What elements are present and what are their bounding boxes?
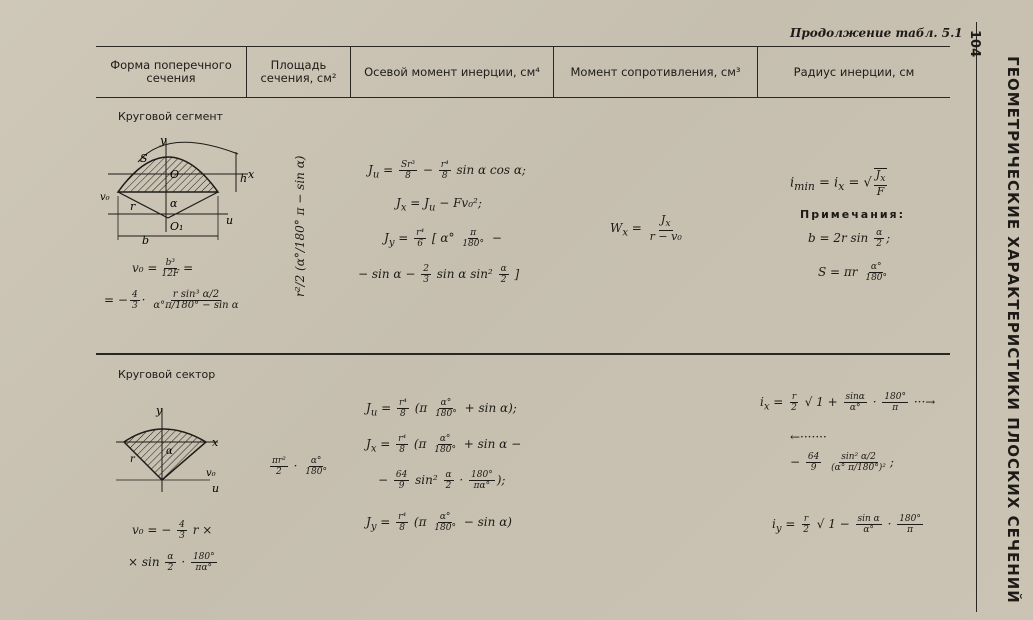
- segment-area: r²/2 (α°/180° π − sin α): [293, 155, 307, 297]
- side-rule: [976, 22, 977, 612]
- sector-area: $\frac{\text{πr²}}{2}$ · $\frac{\alpha^\circ}{180^\circ}$: [272, 456, 327, 477]
- header-shape: Форма поперечного сечения: [110, 58, 232, 85]
- segment-Jy2: − sin α − $\frac{2}{3}$ sin α sin² $\frac{\alpha}{2}$ ]: [358, 264, 520, 285]
- svg-text:u: u: [212, 482, 220, 495]
- segment-Jx: $J_x = J_u - Fv_0^2$;: [396, 196, 482, 214]
- sector-Jy: $J_y$ = $\frac{\text{r⁴}}{8}$ (π $\frac{\alpha^\circ}{180^\circ}$ − sin α): [366, 512, 512, 533]
- svg-text:O: O: [170, 168, 180, 181]
- svg-text:h: h: [240, 172, 248, 185]
- sector-Jx2: − $\frac{64}{9}$ sin² $\frac{\alpha}{2}$ · $\frac{180^\circ}{\pi\alpha^\circ}$ );: [378, 470, 506, 491]
- segment-v0-line1: v₀ = $\frac{\text{b³}}{12F}$ =: [132, 258, 194, 279]
- header-area: Площадь сечения, см²: [260, 58, 337, 85]
- segment-note-S: S = πr $\frac{\alpha^\circ}{180^\circ}$: [818, 262, 888, 283]
- header-radius: Радиус инерции, см: [793, 64, 915, 79]
- segment-title: Круговой сегмент: [118, 110, 223, 123]
- side-title: ГЕОМЕТРИЧЕСКИЕ ХАРАКТЕРИСТИКИ ПЛОСКИХ СЕЧЕНИЙ: [1004, 56, 1022, 604]
- sector-title: Круговой сектор: [118, 368, 216, 381]
- sector-ix1: $i_x$ = $\frac{r}{2}$ √ 1 + $\frac{\sin\alpha}{\alpha^\circ}$ · $\frac{180^\circ}{\pi}$ ···→: [760, 392, 936, 413]
- sector-diagram: [110, 404, 240, 496]
- side-title-strip: [999, 56, 1027, 604]
- svg-text:b: b: [142, 234, 150, 247]
- segment-imin: $i_{min} = i_x$ = √ $\frac{J_x}{F}$: [790, 168, 886, 199]
- row-separator: [96, 353, 950, 355]
- continuation-note: Продолжение табл. 5.1: [790, 26, 963, 40]
- svg-text:v₀: v₀: [100, 192, 110, 203]
- svg-text:r: r: [130, 200, 136, 213]
- svg-text:α: α: [166, 446, 173, 457]
- sector-ix2: − $\frac{64}{9}$ $\frac{\text{sin² α/2}}{\text{(α° π/180°)²}}$ ;: [790, 452, 894, 473]
- segment-Jy: $J_y$ = $\frac{\text{r⁴}}{6}$ [ α° $\frac{\pi}{180^\circ}$ −: [384, 228, 502, 249]
- segment-v0-line2: = − $\frac{4}{3}$ · $\frac{\text{r sin³ α/2}}{\text{α°π/180° − sin α}}$: [104, 289, 239, 311]
- sector-v0-line1: v₀ = − $\frac{4}{3}$ r ×: [132, 520, 213, 541]
- sector-Ju: $J_u$ = $\frac{\text{r⁴}}{8}$ (π $\frac{\alpha^\circ}{180^\circ}$ + sin α);: [366, 398, 517, 419]
- sector-iy: $i_y$ = $\frac{r}{2}$ √ 1 − $\frac{\text{sin α}}{\alpha^\circ}$ · $\frac{180^\circ}{\pi}$: [772, 514, 921, 535]
- svg-text:v₀: v₀: [206, 468, 216, 479]
- segment-note-title: Примечания:: [800, 208, 905, 221]
- svg-text:α: α: [170, 197, 178, 210]
- svg-text:u: u: [226, 214, 234, 227]
- sector-Jx: $J_x$ = $\frac{\text{r⁴}}{8}$ (π $\frac{\alpha^\circ}{180^\circ}$ + sin α −: [366, 434, 522, 455]
- segment-note-b: b = 2r sin $\frac{\alpha}{2}$ ;: [808, 228, 891, 249]
- svg-text:y: y: [160, 134, 167, 147]
- svg-text:x: x: [212, 436, 219, 449]
- svg-text:x: x: [248, 168, 255, 181]
- svg-text:r: r: [130, 454, 135, 465]
- segment-diagram: [98, 132, 258, 247]
- svg-text:O₁: O₁: [170, 220, 184, 233]
- segment-Wx: $W_x$ = $\frac{J_x}{\text{r − v₀}}$: [610, 213, 682, 244]
- sector-v0-line2: × sin $\frac{\alpha}{2}$ · $\frac{180^\circ}{\pi\alpha^\circ}$: [128, 552, 215, 573]
- header-modulus: Момент сопротивления, см³: [570, 64, 741, 79]
- segment-Ju: $J_u$ = $\frac{\text{Sr³}}{8}$ − $\frac{\text{r⁴}}{8}$ sin α cos α;: [368, 160, 526, 181]
- sector-continuation-arrow: ←·······: [790, 430, 827, 444]
- svg-text:y: y: [156, 404, 163, 417]
- header-inertia: Осевой момент инерции, см⁴: [364, 64, 540, 79]
- page-number: 104: [967, 30, 982, 58]
- svg-text:S: S: [140, 152, 148, 165]
